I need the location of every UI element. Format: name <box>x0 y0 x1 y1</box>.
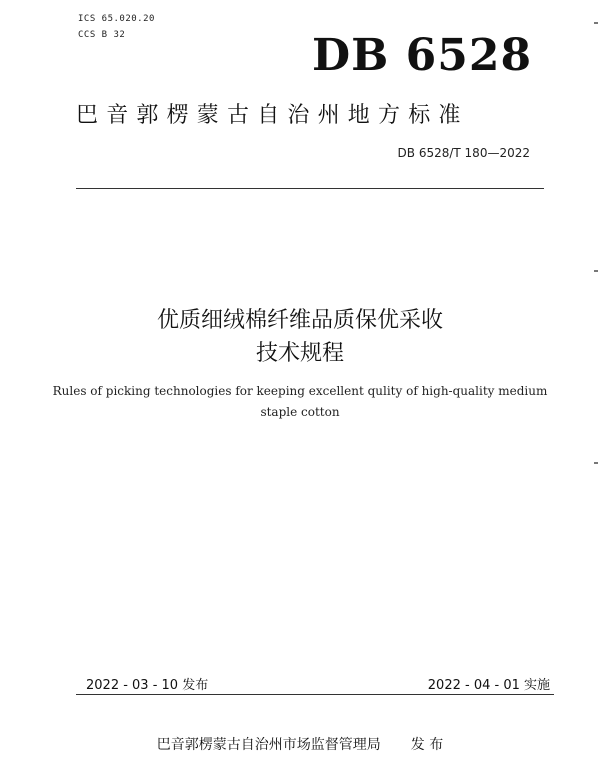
document-title-en-line2: staple cotton <box>260 405 340 419</box>
issuer-name: 巴音郭楞蒙古自治州市场监督管理局 <box>156 737 381 753</box>
standard-number: DB 6528/T 180—2022 <box>397 146 530 160</box>
ccs-code: CCS B 32 <box>78 30 126 40</box>
db-logo: DB 6528 <box>312 30 533 81</box>
issuer-line <box>0 734 600 754</box>
scan-edge-mark <box>594 462 598 464</box>
ics-code: ICS 65.020.20 <box>78 14 155 24</box>
top-divider <box>76 188 544 189</box>
publish-date: 2022 - 03 - 10 发布 <box>86 678 209 693</box>
document-title-cn-line1: 优质细绒棉纤维品质保优采收 <box>156 308 443 333</box>
local-standard-title: 巴音郭楞蒙古自治州地方标准 <box>76 103 469 128</box>
document-title-cn-line2: 技术规程 <box>255 341 344 366</box>
issuer-action: 发 布 <box>410 737 444 753</box>
effective-date: 2022 - 04 - 01 实施 <box>427 678 550 693</box>
scan-edge-mark <box>594 270 598 272</box>
scan-edge-mark <box>594 22 598 24</box>
bottom-divider <box>76 694 554 695</box>
document-title-en-line1: Rules of picking technologies for keeping excellent qulity of high-quality medium <box>52 384 548 398</box>
